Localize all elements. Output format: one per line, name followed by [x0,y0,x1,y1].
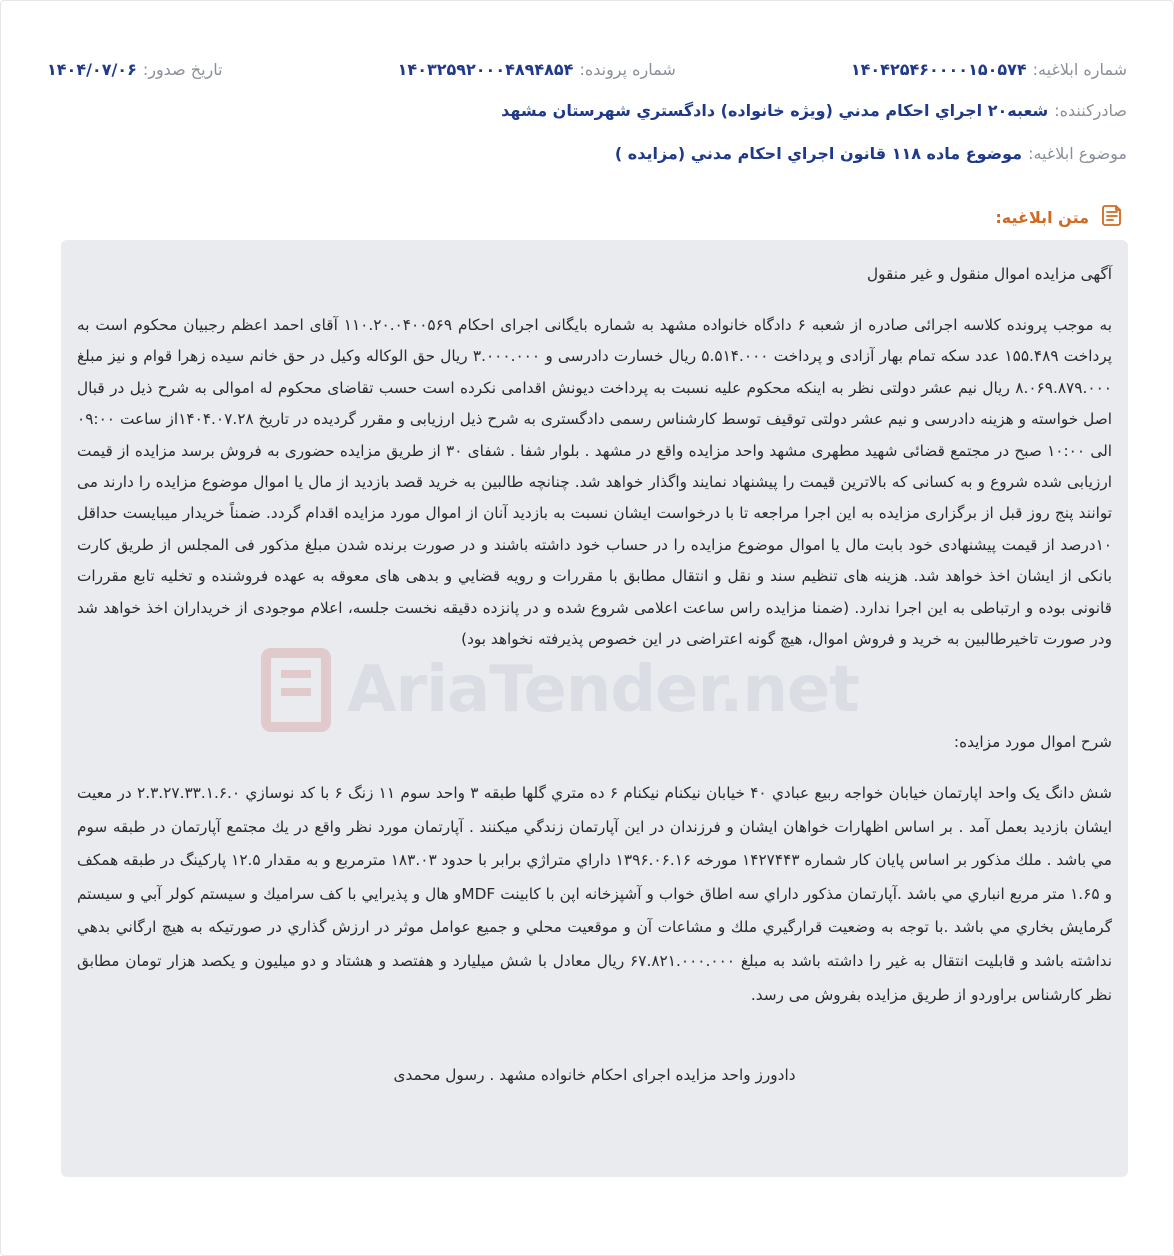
case-number [398,59,676,81]
items-description: شش دانگ یک واحد اپارتمان خیابان خواجه ربیع عبادي ۴۰ خیابان نیکنام نیکنام ۶ ده متري گلها طبقه ۳ واحد سوم ۱۱ زنگ ۶ با کد نوسازي ۲.۳.۲۷.۳۳.۱.۶.۰ در معیت ایشان بازدید بعمل آمد . بر اساس اظهارات خواهان ایشان و فرزندان در این آپارتمان زندگي میکنند . آپارتمان مورد نظر واقع در یك مجتمع آپارتمان در طبقه سوم مي باشد . ملك مذكور بر اساس پایان كار شماره ۱۴۲۷۴۴۳ مورخه ۱۳۹۶.۰۶.۱۶ داراي متراژي برابر با حدود ۱۸۳.۰۳ مترمربع و به مقدار ۱۲.۵ پاركینگ در طبقه همكف و ۱.۶۵ متر مربع انباري مي باشد .آپارتمان مذكور داراي سه اطاق خواب و آشپزخانه اپن با كابینت MDFو هال و پذیرایي با كف سرامیك و سیستم كولر آبي و سیستم گرمایش بخاري مي باشد .با توجه به وضعیت قرارگیري ملك و مشاعات آن و موقعیت محلي و جمیع عوامل موثر در ارزش گذاري در صورتیكه به هیچ ارگاني بدهي نداشته باشد و قابلیت انتقال به غیر را داشته باشد به مبلغ ۶۷.۸۲۱.۰۰۰.۰۰۰ ریال معادل با شش میلیارد و هفتصد و هشتاد و دو میلیون و یکصد هزار تومان مطابق نظر کارشناس براوردو از طریق مزایده بفروش می رسد. [77,784,1112,1004]
notice-body-box [61,240,1128,1177]
issuer [501,100,1127,122]
watermark-icon [261,648,331,732]
subject-label: موضوع ابلاغیه: [1028,144,1127,163]
subject [615,143,1127,165]
meta-row-numbers [47,59,1127,81]
watermark-text: AriaTender.net [347,653,859,727]
case-number-label: شماره پرونده: [579,60,676,79]
document-icon [1099,202,1125,232]
items-subheading: شرح اموال مورد مزایده: [953,733,1112,751]
notice-number [851,59,1127,81]
notice-number-value: ۱۴۰۴۲۵۴۶۰۰۰۰۱۵۰۵۷۴ [850,60,1027,79]
issuer-value: شعبه۲۰ اجراي احكام مدني (ويژه خانواده) دادگستري شهرستان مشهد [501,101,1049,120]
case-number-value: ۱۴۰۳۲۵۹۲۰۰۰۴۸۹۴۸۵۴ [397,60,574,79]
notice-number-label: شماره ابلاغیه: [1032,60,1127,79]
section-title-label: متن ابلاغیه: [995,207,1089,227]
issue-date [47,59,223,81]
subject-value: موضوع ماده ۱۱۸ قانون اجراي احكام مدني (مزايده ) [614,144,1023,163]
signature: دادورز واحد مزایده اجرای احکام خانواده مشهد . رسول محمدی [393,1066,796,1084]
section-title [995,202,1125,232]
notice-heading: آگهی مزایده اموال منقول و غیر منقول [867,265,1112,283]
issue-date-label: تاریخ صدور: [142,60,223,79]
issuer-label: صادرکننده: [1054,101,1127,120]
notice-body: به موجب پرونده کلاسه اجرائی صادره از شعبه ۶ دادگاه خانواده مشهد به شماره بایگانی اجرای احکام ۱۱۰.۲۰.۰۴۰۰۵۶۹ آقای احمد اعظم رجبیان محکوم است به پرداخت ۱۵۵.۴۸۹ عدد سکه تمام بهار آزادی و پرداخت ۵.۵۱۴.۰۰۰ ریال خسارت دادرسی و ۳.۰۰۰.۰۰۰ ریال حق الوکاله وکیل در حق خانم سیده زهرا قوام و نیز مبلغ ۸.۰۶۹.۸۷۹.۰۰۰ ریال نیم عشر دولتی نظر به اینکه محکوم علیه نسبت به پرداخت دیونش اقدامی نکرده است حسب تقاضای محکوم له اموالی به شرح ذیل در قبال اصل خواسته و هزینه دادرسی و نیم عشر دولتی توقیف توسط کارشناس رسمی دادگستری به شرح ذیل ارزیابی و مقرر گردیده در تاریخ ۱۴۰۴.۰۷.۲۸از ساعت ۰۹:۰۰ الی ۱۰:۰۰ صبح در مجتمع قضائی شهید مطهری مشهد واحد مزایده واقع در مشهد . بلوار شفا . شفای ۳۰ از طریق مزایده حضوری به فروش برسد مزایده از قیمت ارزیابی شده شروع و به کسانی که بالاترین قیمت را پیشنهاد نمایند واگذار خواهد شد. چنانچه طالبین به خرید قصد بازدید از مال یا اموال موضوع مزایده را دارند می توانند پنج روز قبل از برگزاری مزایده به این اجرا مراجعه تا با درخواست ایشان نسبت به بازدید آنان از اموال مورد مزایده اقدام گردد. ضمناً خریدار میبایست حداقل ۱۰درصد از قیمت پیشنهادی خود بابت مال یا اموال موضوع مزایده را در حساب خود داشته باشند و در صورت برنده شدن مبلغ مذکور فی المجلس از طریق کارت بانکی از ایشان اخذ خواهد شد. هزینه های تنظیم سند و نقل و انتقال مطابق با مقررات و رویه قضايي و بدهی های معوقه به عهده فروشنده و تخلیه تابع مقررات قانونی بوده و ارتباطی به این اجرا ندارد. (ضمنا مزایده راس ساعت اعلامی شروع شده و در پانزده دقیقه نخست جلسه، اعلام موجودی از خریداران اخذ خواهد شد ودر صورت تاخیرطالبین به خرید و فروش اموال، هیچ گونه اعتراضی در این خصوص پذیرفته نخواهد بود) [77,316,1113,649]
meta-row-issuer [47,100,1127,122]
meta-row-subject [47,143,1127,165]
issue-date-value: ۱۴۰۴/۰۷/۰۶ [47,60,137,79]
